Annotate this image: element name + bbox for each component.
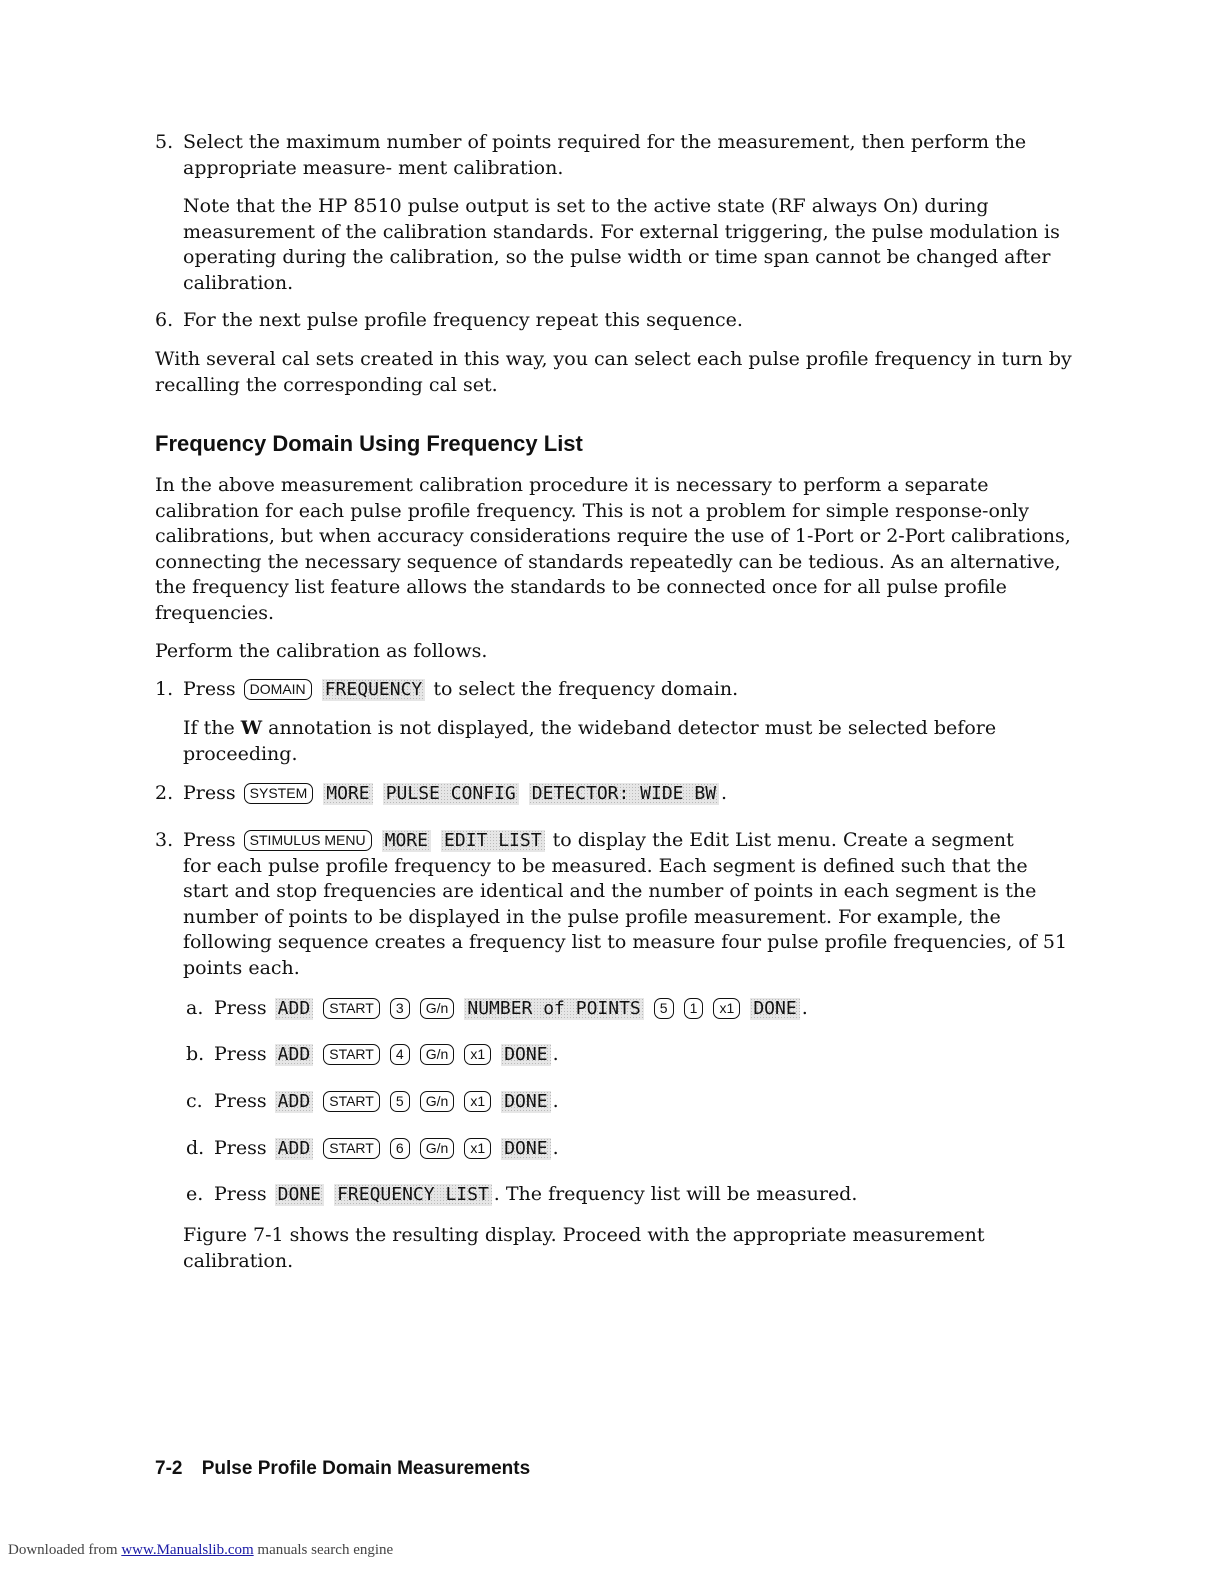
digit-5-key: 5 [654,998,674,1019]
done-softkey: DONE [750,998,799,1020]
frequency-softkey: FREQUENCY [322,679,426,701]
x1-key: x1 [464,1091,491,1112]
gn-key: G/n [420,1044,455,1065]
step-5-number: 5. [155,131,174,153]
download-prefix: Downloaded from [8,1542,118,1558]
step-3-line: number of points to be displayed in the pulse profile measurement. For example, the [183,905,1001,928]
page-number: 7-2 [155,1458,183,1479]
press-word: Press [183,782,236,804]
press-word: Press [183,829,236,851]
press-word: Press [183,678,236,700]
step-1-number: 1. [155,678,174,700]
step-3-rest: to display the Edit List menu. Create a segment [552,829,1014,851]
domain-key: DOMAIN [244,679,312,700]
add-softkey: ADD [275,1138,314,1160]
x1-key: x1 [713,998,740,1019]
gn-key: G/n [420,1091,455,1112]
done-softkey: DONE [501,1138,550,1160]
paragraph-line: calibration for each pulse profile frequency. This is not a problem for simple response-only [155,499,1029,522]
step-1-rest: to select the frequency domain. [433,678,739,700]
frequency-list-softkey: FREQUENCY LIST [334,1184,492,1206]
step-3-line: start and stop frequencies are identical and the number of points in each segment is the [183,880,1037,903]
gn-key: G/n [420,1138,455,1159]
digit-1-key: 1 [684,998,704,1019]
recall-paragraph [155,347,1072,398]
note-line: calibration. [183,271,294,294]
substep-c-letter: c. [186,1090,203,1112]
note-line: proceeding. [183,742,298,765]
chapter-title: Pulse Profile Domain Measurements [201,1458,531,1479]
step-5-note [183,194,1060,296]
step-3-text [183,828,1068,982]
press-word: Press [214,1137,267,1159]
section-heading: Frequency Domain Using Frequency List [155,431,583,456]
paragraph-line: In the above measurement calibration procedure it is necessary to perform a separate [155,474,989,496]
substep-e-letter: e. [186,1183,204,1205]
add-softkey: ADD [275,998,314,1020]
intro-paragraph [155,473,1071,627]
period: . [721,782,728,804]
substep-e-rest: . The frequency list will be measured. [493,1183,858,1205]
step-3-line: following sequence creates a frequency list to measure four pulse profile frequencies, of 51 [183,931,1068,954]
x1-key: x1 [464,1138,491,1159]
press-word: Press [214,997,267,1019]
paragraph-line: With several cal sets created in this way, you can select each pulse profile frequency in turn by [155,348,1072,370]
note-pre: If the [183,717,235,739]
start-key: START [323,1091,380,1112]
digit-6-key: 6 [390,1138,410,1159]
step-3-number: 3. [155,829,174,851]
more-softkey: MORE [323,783,372,805]
paragraph-line: calibrations, but when accuracy considerations require the use of 1-Port or 2-Port calibrations, [155,525,1071,548]
step-6-text: For the next pulse profile frequency repeat this sequence. [183,309,743,331]
manualslib-link[interactable]: www.Manualslib.com [121,1542,254,1558]
step-3-line: points each. [183,956,300,979]
note-post: annotation is not displayed, the wideband detector must be selected before [268,717,997,739]
substep-e-text [214,1182,857,1208]
pulse-config-softkey: PULSE CONFIG [383,783,519,805]
start-key: START [323,998,380,1019]
step-6-number: 6. [155,309,174,331]
paragraph-line: Figure 7-1 shows the resulting display. Proceed with the appropriate measurement [183,1224,985,1246]
substep-a-letter: a. [186,997,204,1019]
period: . [801,997,808,1019]
add-softkey: ADD [275,1091,314,1113]
substep-b-letter: b. [186,1043,205,1065]
substep-b-text [214,1042,559,1068]
gn-key: G/n [420,998,455,1019]
figure-paragraph [183,1223,1053,1274]
add-softkey: ADD [275,1044,314,1066]
detector-wide-bw-softkey: DETECTOR: WIDE BW [529,783,719,805]
perform-paragraph: Perform the calibration as follows. [155,640,488,662]
start-key: START [323,1138,380,1159]
paragraph-line: recalling the corresponding cal set. [155,373,498,396]
done-softkey: DONE [501,1091,550,1113]
number-of-points-softkey: NUMBER of POINTS [464,998,643,1020]
paragraph-line: frequencies. [155,601,274,624]
paragraph-line: the frequency list feature allows the standards to be connected once for all pulse profile [155,576,1007,599]
step-1-text [183,677,1053,703]
step-3-first-line [183,828,1053,854]
page-footer [155,1458,530,1480]
digit-5-key: 5 [390,1091,410,1112]
paragraph-line: connecting the necessary sequence of standards repeatedly can be tedious. As an alternative, [155,550,1061,573]
step-3-line: for each pulse profile frequency to be measured. Each segment is defined such that the [183,854,1028,877]
period: . [552,1043,559,1065]
substep-a-text [214,996,808,1022]
note-line [183,716,1053,742]
step-2-number: 2. [155,782,174,804]
press-word: Press [214,1090,267,1112]
press-word: Press [214,1043,267,1065]
edit-list-softkey: EDIT LIST [441,830,545,852]
digit-3-key: 3 [390,998,410,1019]
step-1-note [183,716,1053,767]
w-annotation: W [240,717,263,739]
period: . [552,1137,559,1159]
step-5-line: Select the maximum number of points required for the measurement, then perform the [183,131,1027,153]
substep-c-text [214,1089,559,1115]
stimulus-menu-key: STIMULUS MENU [244,830,372,851]
x1-key: x1 [464,1044,491,1065]
note-line: measurement of the calibration standards. For external triggering, the pulse modulation is [183,220,1060,243]
substep-d-text [214,1136,559,1162]
note-line: operating during the calibration, so the pulse width or time span cannot be changed after [183,246,1051,269]
digit-4-key: 4 [390,1044,410,1065]
done-softkey: DONE [275,1184,324,1206]
system-key: SYSTEM [244,783,314,804]
press-word: Press [214,1183,267,1205]
download-suffix: manuals search engine [257,1542,394,1558]
done-softkey: DONE [501,1044,550,1066]
note-line: Note that the HP 8510 pulse output is set to the active state (RF always On) during [183,195,989,217]
more-softkey: MORE [382,830,431,852]
period: . [552,1090,559,1112]
substep-d-letter: d. [186,1137,205,1159]
start-key: START [323,1044,380,1065]
paragraph-line: calibration. [183,1249,294,1272]
step-2-text [183,781,1053,807]
step-5-line: appropriate measure- ment calibration. [183,156,564,179]
step-5-text [183,130,1053,181]
download-notice [8,1542,393,1559]
